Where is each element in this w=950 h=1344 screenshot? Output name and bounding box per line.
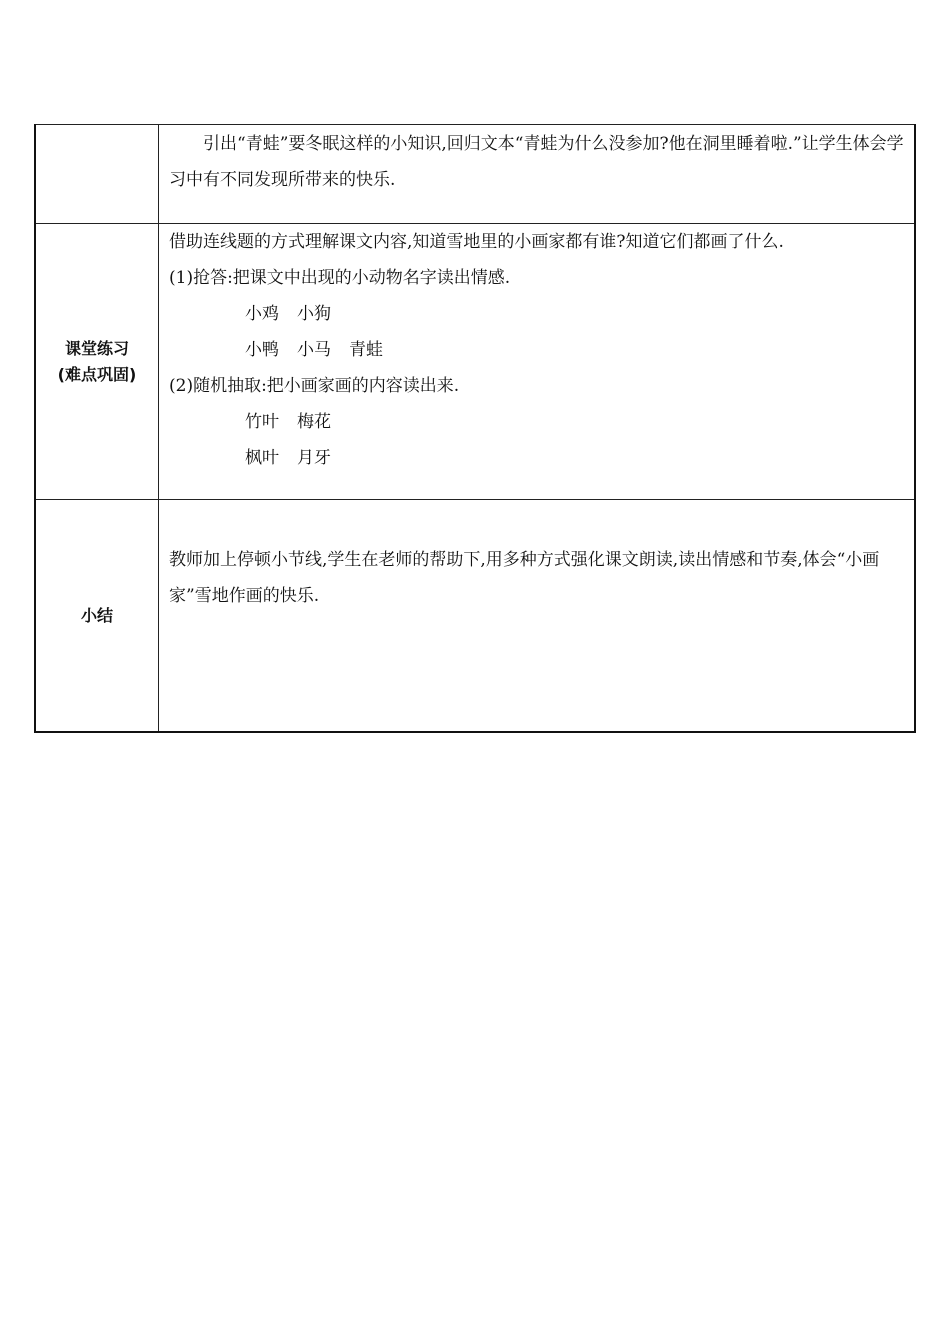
drawing-name: 枫叶 [245,448,279,468]
animal-names-row-2 [169,332,906,368]
practice-item-2: (2)随机抽取:把小画家画的内容读出来. [169,376,460,396]
drawing-name: 竹叶 [245,412,279,432]
table-row-practice [35,224,915,500]
practice-intro: 借助连线题的方式理解课文内容,知道雪地里的小画家都有谁?知道它们都画了什么. [169,232,784,252]
lesson-plan-table [34,124,916,733]
animal-name: 小狗 [297,304,331,324]
animal-name: 小鸭 [245,340,279,360]
drawing-name: 梅花 [297,412,331,432]
animal-name: 青蛙 [349,340,383,360]
summary-paragraph: 教师加上停顿小节线,学生在老师的帮助下,用多种方式强化课文朗读,读出情感和节奏,体会“小画家”雪地作画的快乐. [169,550,880,606]
row-label-empty [35,125,159,224]
animal-name: 小马 [297,340,331,360]
intro-paragraph: 引出“青蛙”要冬眠这样的小知识,回归文本“青蛙为什么没参加?他在洞里睡着啦.”让学生体会学习中有不同发现所带来的快乐. [169,134,904,190]
row-content-intro [159,125,916,224]
drawing-names-row-1 [169,404,906,440]
row-label-practice [35,224,159,500]
drawing-name: 月牙 [297,448,331,468]
practice-sublabel: (难点巩固) [57,364,137,384]
animal-names-row-1 [169,296,906,332]
row-label-summary: 小结 [35,500,159,733]
row-content-summary [159,500,916,733]
drawing-names-row-2 [169,440,906,476]
practice-item-1: (1)抢答:把课文中出现的小动物名字读出情感. [169,268,511,288]
animal-name: 小鸡 [245,304,279,324]
table-row-summary [35,500,915,733]
table-row-intro [35,125,915,224]
row-content-practice [159,224,916,500]
practice-label: 课堂练习 [64,338,129,358]
